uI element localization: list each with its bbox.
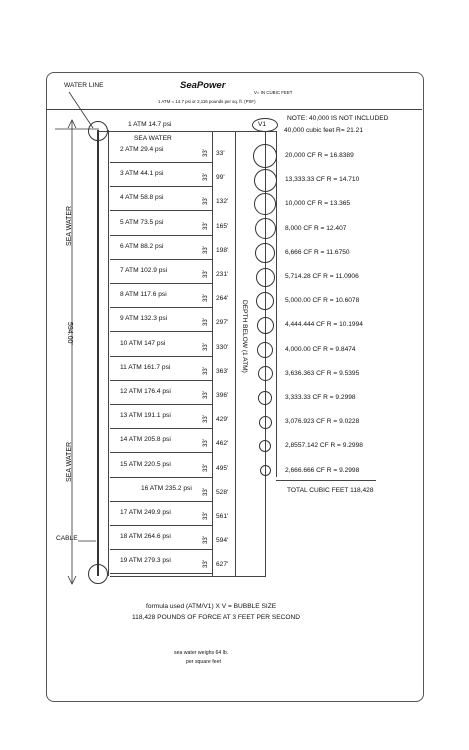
level-divider xyxy=(110,162,212,163)
sea-water-side-label-bottom: SEA WATER xyxy=(66,441,73,482)
bubble-circle xyxy=(257,342,273,358)
bubble-volume: 10,000 CF R = 13.365 xyxy=(285,200,351,208)
depth-value: 462' xyxy=(216,440,229,448)
bubble-circle xyxy=(258,366,273,381)
level-divider xyxy=(110,307,212,308)
depth-value: 330' xyxy=(216,343,229,351)
level-divider xyxy=(110,186,212,187)
atm-definition-note: 1 ATM = 14.7 psi or 2,116 pounds per sq. ft. (PSF) xyxy=(158,99,256,104)
depth-column-right xyxy=(235,131,236,577)
level-atm-15: 15 ATM 220.5 psi xyxy=(120,460,171,468)
bubble-volume: 3,636.363 CF R = 9.5395 xyxy=(285,369,360,377)
level-atm-18: 18 ATM 264.6 psi xyxy=(120,533,171,541)
segment-depth-33: 33' xyxy=(203,536,209,545)
bubble-volume: 3,076.923 CF R = 9.0228 xyxy=(285,418,360,426)
total-cubic-feet: TOTAL CUBIC FEET 118,428 xyxy=(287,487,374,494)
cable-arrow xyxy=(78,538,98,548)
depth-below-label: DEPTH BELOW (1 ATM) xyxy=(241,300,248,373)
bubble-volume: 5,000.00 CF R = 10.6078 xyxy=(285,297,360,305)
level-divider xyxy=(110,404,212,405)
cable-line xyxy=(97,130,99,576)
segment-depth-33: 33' xyxy=(203,512,209,520)
depth-value: 264' xyxy=(216,295,229,303)
depth-value: 396' xyxy=(216,392,229,399)
depth-value: 132' xyxy=(216,198,229,206)
bubble-circle xyxy=(254,169,277,192)
segment-depth-33: 33' xyxy=(203,149,209,157)
level-divider xyxy=(110,235,212,236)
sea-water-top-label: SEA WATER xyxy=(134,135,172,142)
level-atm-11: 11 ATM 161.7 psi xyxy=(120,363,171,371)
bubble-volume: 20,000 CF R = 16.8389 xyxy=(285,152,354,159)
depth-value: 198' xyxy=(216,246,229,254)
level-divider xyxy=(110,259,212,260)
level-divider xyxy=(110,573,212,574)
sea-water-weight-line2: per square feet xyxy=(186,659,221,665)
segment-depth-33: 33' xyxy=(203,221,209,230)
bottom-pulley xyxy=(88,564,108,584)
segment-depth-33: 33' xyxy=(203,391,209,399)
depth-column-left xyxy=(212,131,213,577)
level-atm-2: 2 ATM 29.4 psi xyxy=(120,146,164,153)
segment-depth-33: 33' xyxy=(203,342,209,351)
formula-text: formula used (ATM/V1) X V = BUBBLE SIZE xyxy=(146,603,277,610)
depth-value: 594' xyxy=(216,537,229,545)
cable-line-edge xyxy=(108,130,109,576)
level-divider xyxy=(110,452,212,453)
level-divider xyxy=(110,549,212,550)
level-divider xyxy=(110,210,212,211)
segment-depth-33: 33' xyxy=(203,197,209,206)
segment-depth-33: 33' xyxy=(203,318,209,327)
water-line-label: WATER LINE xyxy=(64,82,104,89)
level-atm-16: 16 ATM 235.2 psi xyxy=(141,484,192,492)
level-atm-14: 14 ATM 205.8 psi xyxy=(120,436,171,444)
bubble-volume: 2,8557.142 CF R = 9.2998 xyxy=(285,442,363,450)
note-text: NOTE: 40,000 IS NOT INCLUDED xyxy=(287,115,389,122)
bubble-circle xyxy=(257,317,274,334)
bubble-circle xyxy=(260,465,271,476)
bubble-circle xyxy=(253,144,277,168)
level-divider xyxy=(110,283,212,284)
depth-value: 627' xyxy=(216,561,229,569)
depth-value: 429' xyxy=(216,416,229,424)
depth-value: 528' xyxy=(216,488,229,496)
sea-water-weight-line1: sea water weighs 64 lb. xyxy=(174,650,229,656)
brand-title: SeaPower xyxy=(180,80,226,91)
segment-depth-33: 33' xyxy=(203,463,209,472)
depth-value: 165' xyxy=(216,222,229,230)
force-text: 118,428 POUNDS OF FORCE AT 3 FEET PER SECOND xyxy=(132,614,301,621)
segment-depth-33: 33' xyxy=(203,439,209,448)
level-divider xyxy=(110,331,212,332)
depth-value: 33' xyxy=(216,150,225,157)
level-atm-12: 12 ATM 176.4 psi xyxy=(120,388,171,395)
level-atm-1: 1 ATM 14.7 psi xyxy=(128,121,172,128)
segment-depth-33: 33' xyxy=(203,294,209,303)
bubble-volume: 3,333.33 CF R = 9.2998 xyxy=(285,394,356,401)
first-volume-text: 40,000 cubic feet R= 21.21 xyxy=(284,127,363,134)
bottom-line xyxy=(110,576,266,577)
level-atm-13: 13 ATM 191.1 psi xyxy=(120,412,171,420)
segment-depth-33: 33' xyxy=(203,560,209,569)
segment-depth-33: 33' xyxy=(203,270,209,278)
depth-value: 495' xyxy=(216,464,229,472)
bubble-volume: 4,000.00 CF R = 9.8474 xyxy=(285,345,356,353)
bubble-volume: 8,000 CF R = 12.407 xyxy=(285,224,347,232)
level-divider xyxy=(110,477,212,478)
segment-depth-33: 33' xyxy=(203,415,209,424)
level-atm-10: 10 ATM 147 psi xyxy=(120,339,166,347)
depth-dimension-arrow xyxy=(60,118,90,588)
segment-depth-33: 33' xyxy=(203,487,209,496)
water-surface-line xyxy=(97,131,277,132)
sea-water-side-label-top: SEA WATER xyxy=(66,205,73,246)
level-divider xyxy=(110,501,212,502)
bubble-volume: 4,444.444 CF R = 10.1994 xyxy=(285,321,363,329)
depth-value: 561' xyxy=(216,513,229,520)
depth-total-label: 594.00' xyxy=(66,322,73,345)
level-atm-4: 4 ATM 58.8 psi xyxy=(120,194,164,202)
bubble-circle xyxy=(255,218,276,239)
level-atm-19: 19 ATM 279.3 psi xyxy=(120,557,171,565)
level-atm-9: 9 ATM 132.3 psi xyxy=(120,315,168,323)
level-divider xyxy=(110,356,212,357)
bubble-volume: 6,666 CF R = 11.6750 xyxy=(285,248,350,256)
level-divider xyxy=(110,380,212,381)
segment-depth-33: 33' xyxy=(203,366,209,375)
depth-value: 363' xyxy=(216,367,229,375)
bubble-volume: 2,666.666 CF R = 9.2998 xyxy=(285,466,360,474)
segment-depth-33: 33' xyxy=(203,245,209,254)
v-unit-note: V= IN CUBIC FEET xyxy=(254,90,293,95)
depth-value: 231' xyxy=(216,271,229,278)
bubble-volume: 13,333.33 CF R = 14.710 xyxy=(285,176,360,184)
level-atm-17: 17 ATM 249.9 psi xyxy=(120,509,171,516)
level-divider xyxy=(110,428,212,429)
level-atm-8: 8 ATM 117.6 psi xyxy=(120,291,167,299)
depth-value: 99' xyxy=(216,174,225,182)
v1-bubble xyxy=(252,118,278,132)
level-atm-5: 5 ATM 73.5 psi xyxy=(120,218,164,226)
v1-label: V1 xyxy=(258,121,267,128)
header-divider xyxy=(46,109,422,110)
bubble-volume: 5,714.28 CF R = 11.0906 xyxy=(285,273,359,280)
total-line xyxy=(276,480,376,481)
bubble-circle xyxy=(255,243,275,263)
depth-value: 297' xyxy=(216,319,229,327)
segment-depth-33: 33' xyxy=(203,173,209,182)
bubble-circle xyxy=(259,416,272,429)
bubble-circle xyxy=(258,391,272,405)
level-divider xyxy=(110,525,212,526)
bubble-circle xyxy=(256,268,275,287)
level-atm-6: 6 ATM 88.2 psi xyxy=(120,242,164,250)
level-atm-3: 3 ATM 44.1 psi xyxy=(120,170,164,178)
level-atm-7: 7 ATM 102.9 psi xyxy=(120,267,168,274)
cable-label: CABLE xyxy=(56,535,78,542)
